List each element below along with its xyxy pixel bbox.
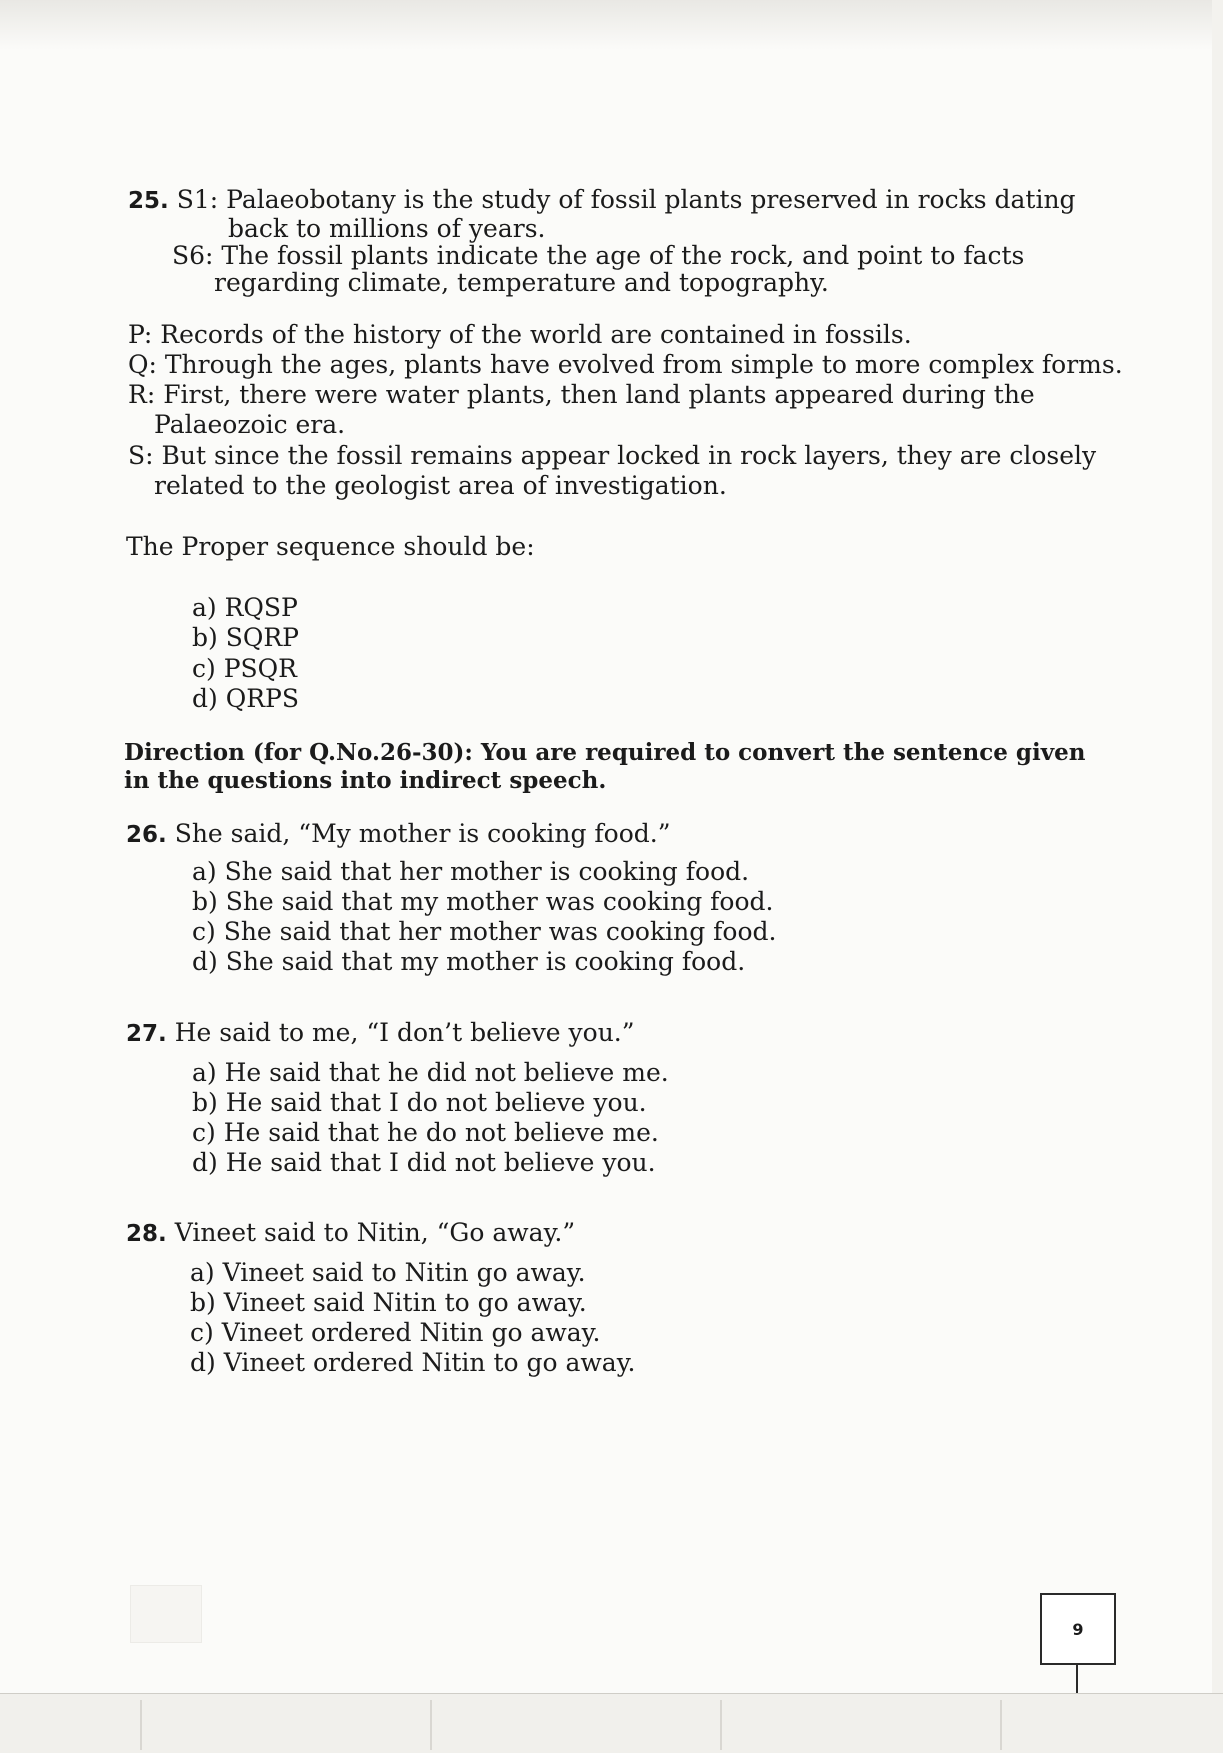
q27-text: He said to me, “I don’t believe you.” xyxy=(174,1018,635,1047)
q26-question xyxy=(126,817,671,852)
q25-sentence-s-line1: S: But since the fossil remains appear locked in rock layers, they are closely xyxy=(128,441,1097,470)
q25-s1-label: S1: xyxy=(176,185,219,214)
strip-tick xyxy=(140,1700,142,1750)
q25-sentence-q: Q: Through the ages, plants have evolved from simple to more complex forms. xyxy=(128,350,1123,379)
q28-option-d: d) Vineet ordered Nitin to go away. xyxy=(190,1348,636,1377)
direction-line1: Direction (for Q.No.26-30): You are required to convert the sentence given xyxy=(124,739,1086,766)
strip-tick xyxy=(1000,1700,1002,1750)
q28-option-c: c) Vineet ordered Nitin go away. xyxy=(190,1318,601,1347)
q26-option-b: b) She said that my mother was cooking food. xyxy=(192,887,774,916)
q25-sentence-r-line2: Palaeozoic era. xyxy=(154,410,346,439)
q27-option-d: d) He said that I did not believe you. xyxy=(192,1148,656,1177)
q28-option-a: a) Vineet said to Nitin go away. xyxy=(190,1258,586,1287)
q25-s6-line1: The fossil plants indicate the age of the rock, and point to facts xyxy=(221,241,1025,270)
faded-stamp xyxy=(130,1585,202,1643)
q25-option-b: b) SQRP xyxy=(192,623,299,652)
q26-number: 26. xyxy=(126,822,167,848)
scan-right-edge xyxy=(1212,0,1223,1753)
strip-tick xyxy=(430,1700,432,1750)
q25-option-c: c) PSQR xyxy=(192,654,297,683)
q25-s1-line1: Palaeobotany is the study of fossil plants preserved in rocks dating xyxy=(226,185,1076,214)
q25-option-a: a) RQSP xyxy=(192,593,298,622)
strip-tick xyxy=(720,1700,722,1750)
scan-bottom-strip xyxy=(0,1693,1223,1753)
page-number-stem xyxy=(1076,1663,1078,1693)
page-number: 9 xyxy=(1072,1619,1084,1639)
q25-s6-label: S6: xyxy=(172,241,214,270)
q25-s6-line2: regarding climate, temperature and topography. xyxy=(214,268,829,297)
q27-option-a: a) He said that he did not believe me. xyxy=(192,1058,669,1087)
q26-option-d: d) She said that my mother is cooking food. xyxy=(192,947,746,976)
q28-option-b: b) Vineet said Nitin to go away. xyxy=(190,1288,587,1317)
q28-text: Vineet said to Nitin, “Go away.” xyxy=(174,1218,576,1247)
q25-option-d: d) QRPS xyxy=(192,684,299,713)
q27-number: 27. xyxy=(126,1021,167,1047)
q26-option-a: a) She said that her mother is cooking food. xyxy=(192,857,750,886)
q27-option-c: c) He said that he do not believe me. xyxy=(192,1118,659,1147)
q28-question xyxy=(126,1216,575,1251)
q25-sentence-r-line1: R: First, there were water plants, then land plants appeared during the xyxy=(128,380,1035,409)
q28-number: 28. xyxy=(126,1221,167,1247)
q25-sentence-p: P: Records of the history of the world are contained in fossils. xyxy=(128,320,912,349)
q25-number: 25. xyxy=(128,188,169,214)
page-number-box xyxy=(1040,1593,1116,1665)
direction-line2: in the questions into indirect speech. xyxy=(124,767,607,794)
q25-s1-line2: back to millions of years. xyxy=(228,214,546,243)
q27-question xyxy=(126,1016,635,1051)
q25-prompt: The Proper sequence should be: xyxy=(126,532,535,561)
q26-text: She said, “My mother is cooking food.” xyxy=(174,819,671,848)
q26-option-c: c) She said that her mother was cooking food. xyxy=(192,917,777,946)
scan-top-shade xyxy=(0,0,1223,50)
q27-option-b: b) He said that I do not believe you. xyxy=(192,1088,647,1117)
q25-sentence-s-line2: related to the geologist area of investigation. xyxy=(154,471,727,500)
